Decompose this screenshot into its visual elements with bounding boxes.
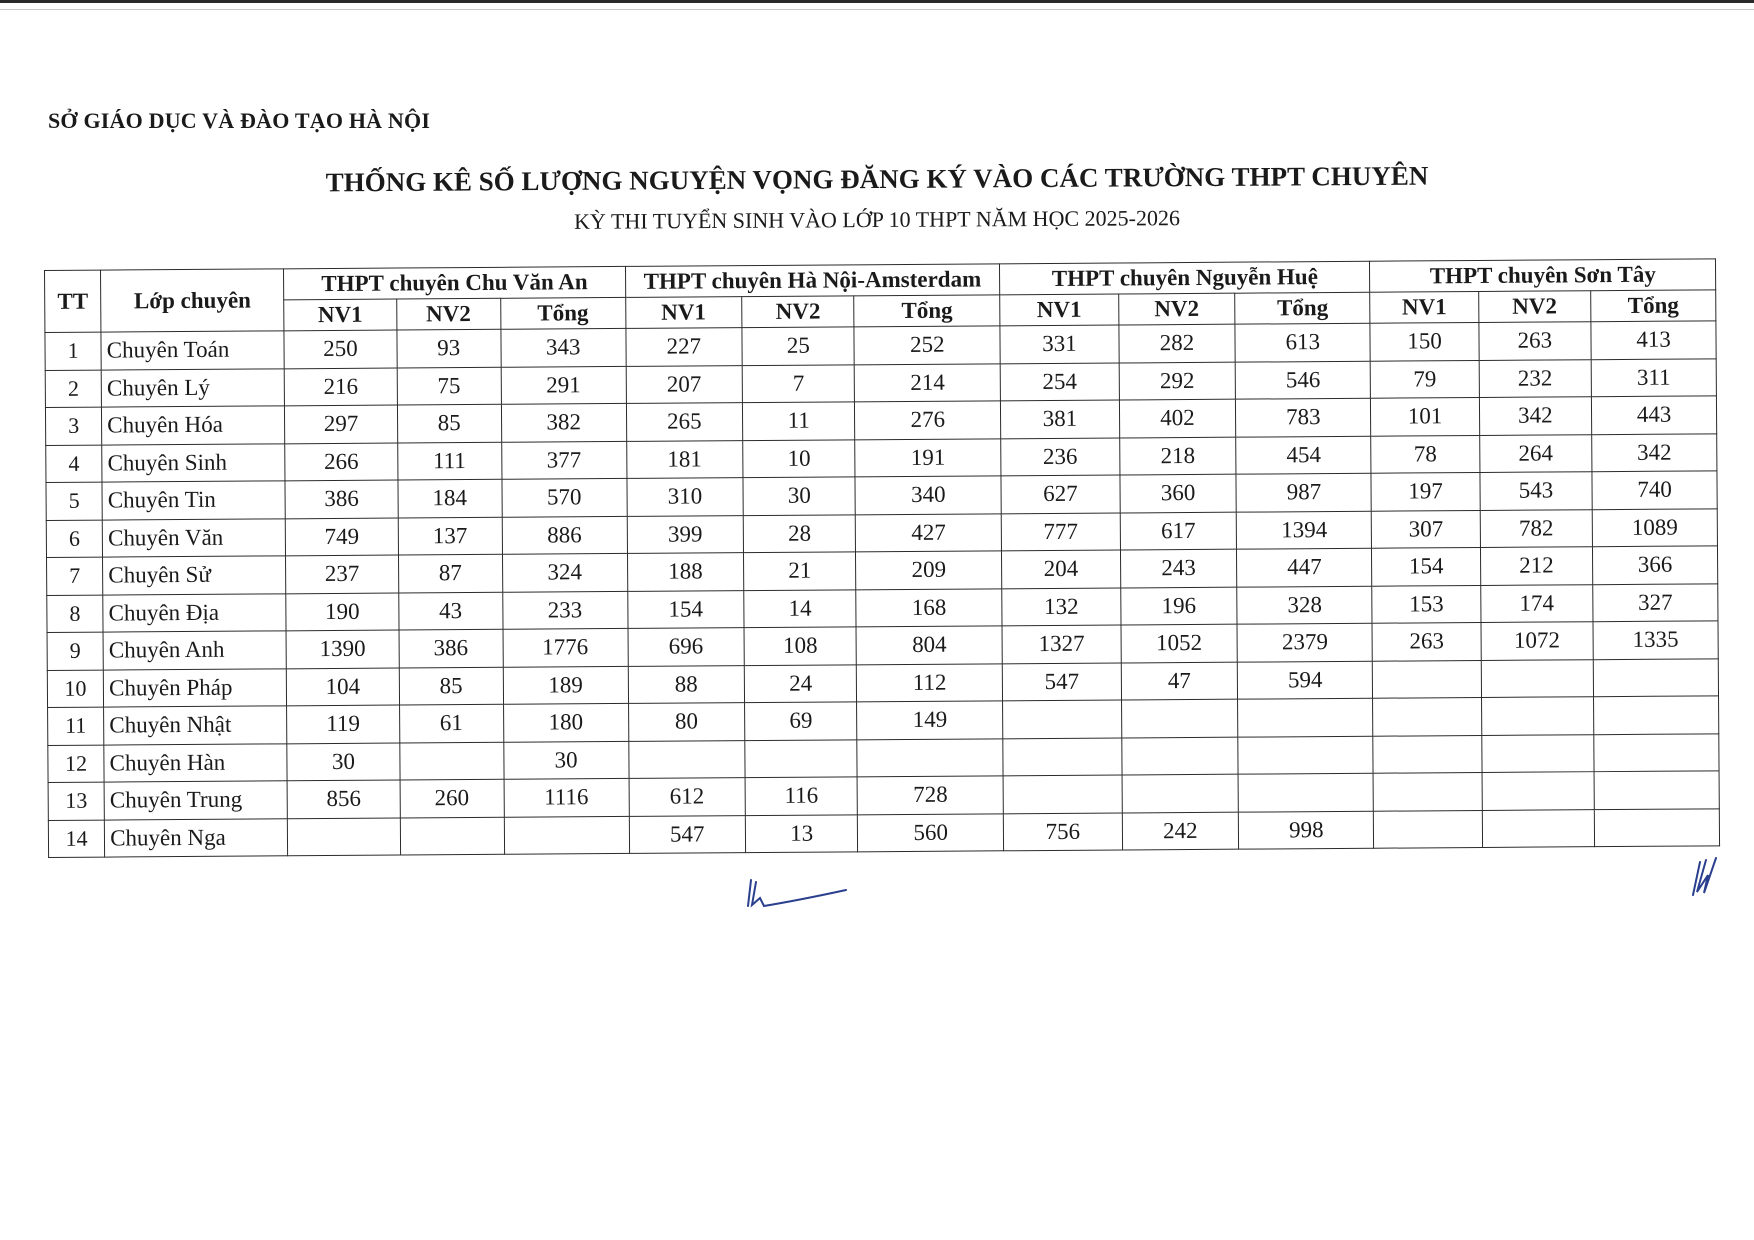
cell-nv2: 243 [1120, 549, 1237, 587]
cell-nv2 [1122, 774, 1239, 812]
cell-total [1593, 658, 1718, 696]
class-name: Chuyên Nga [105, 818, 288, 857]
cell-nv2: 184 [398, 479, 502, 517]
cell-total: 1089 [1592, 508, 1717, 546]
cell-nv1: 153 [1372, 585, 1480, 623]
cell-nv1: 265 [626, 403, 743, 441]
cell-nv2: 264 [1479, 434, 1592, 472]
cell-nv2 [1481, 659, 1594, 697]
cell-nv2: 75 [397, 367, 501, 405]
cell-nv2: 1072 [1481, 622, 1594, 660]
cell-nv1: 1327 [1002, 625, 1121, 663]
row-number: 9 [47, 632, 103, 670]
cell-nv2: 111 [397, 442, 501, 480]
cell-nv2: 174 [1480, 584, 1593, 622]
cell-nv2: 7 [742, 364, 855, 402]
cell-total: 343 [501, 328, 626, 366]
cell-nv2: 13 [745, 814, 858, 852]
cell-nv1: 331 [1000, 325, 1119, 363]
subheader-nv1: NV1 [1000, 294, 1119, 326]
cell-total: 189 [503, 666, 628, 704]
cell-total: 366 [1592, 546, 1717, 584]
cell-nv1 [288, 818, 401, 856]
class-name: Chuyên Hàn [104, 743, 287, 782]
cell-nv1 [1373, 735, 1481, 773]
cell-total: 112 [857, 663, 1003, 702]
cell-nv1: 627 [1001, 475, 1120, 513]
cell-nv2 [1481, 697, 1594, 735]
table-body [45, 321, 1720, 858]
cell-total: 377 [501, 441, 626, 479]
cell-total [1238, 698, 1374, 736]
cell-nv1: 856 [287, 780, 400, 818]
cell-total: 30 [503, 741, 628, 779]
cell-nv1: 181 [626, 440, 743, 478]
cell-nv2: 260 [400, 779, 504, 817]
school-header-nguyen-hue: THPT chuyên Nguyễn Huệ [1000, 261, 1371, 295]
subheader-nv1: NV1 [1370, 291, 1478, 323]
cell-total: 340 [855, 476, 1001, 515]
cell-nv2: 212 [1480, 547, 1593, 585]
cell-nv2: 386 [399, 629, 503, 667]
cell-nv1 [1374, 810, 1482, 848]
cell-total: 1776 [503, 628, 628, 666]
cell-nv1 [1003, 700, 1122, 738]
cell-nv1: 777 [1001, 512, 1120, 550]
cell-nv2: 242 [1122, 812, 1239, 850]
cell-total: 2379 [1237, 623, 1373, 661]
cell-total: 594 [1237, 661, 1373, 699]
cell-nv1: 104 [287, 668, 400, 706]
cell-nv2: 21 [744, 552, 857, 590]
class-name: Chuyên Trung [104, 781, 287, 820]
cell-nv2 [1481, 734, 1594, 772]
cell-nv1: 207 [626, 365, 743, 403]
cell-nv2 [1482, 772, 1595, 810]
subheader-nv1: NV1 [284, 299, 397, 331]
cell-nv1 [1373, 697, 1481, 735]
cell-nv2: 24 [744, 664, 857, 702]
cell-total: 570 [502, 478, 627, 516]
class-name: Chuyên Toán [101, 331, 284, 370]
row-number: 12 [48, 745, 104, 783]
statistics-table-container [44, 258, 1720, 858]
subheader-nv2: NV2 [1478, 291, 1591, 323]
class-name: Chuyên Tin [102, 481, 285, 520]
cell-nv1: 154 [627, 590, 744, 628]
cell-nv2: 232 [1479, 359, 1592, 397]
cell-nv1: 254 [1000, 362, 1119, 400]
cell-total [857, 738, 1003, 777]
cell-nv1: 250 [284, 330, 397, 368]
cell-total: 443 [1591, 396, 1716, 434]
cell-total: 886 [502, 516, 627, 554]
cell-nv2: 93 [397, 329, 501, 367]
cell-nv2 [1121, 737, 1238, 775]
cell-nv2: 543 [1480, 472, 1593, 510]
cell-nv2: 617 [1120, 512, 1237, 550]
cell-total [1594, 771, 1719, 809]
row-number: 3 [45, 407, 101, 445]
cell-nv2: 402 [1119, 399, 1236, 437]
cell-nv1 [628, 740, 745, 778]
school-header-ha-noi-amsterdam: THPT chuyên Hà Nội-Amsterdam [625, 264, 1000, 298]
cell-nv1: 190 [286, 593, 399, 631]
cell-nv2 [399, 742, 503, 780]
signature-mark-left [748, 880, 846, 906]
cell-total [1594, 733, 1719, 771]
cell-total: 447 [1237, 548, 1373, 586]
school-header-son-tay: THPT chuyên Sơn Tây [1370, 259, 1716, 292]
row-number: 13 [48, 782, 104, 820]
cell-nv1: 612 [629, 778, 746, 816]
subheader-total: Tổng [1591, 290, 1716, 322]
cell-total [1594, 696, 1719, 734]
agency-name: SỞ GIÁO DỤC VÀ ĐÀO TẠO HÀ NỘI [48, 108, 431, 133]
subheader-nv2: NV2 [396, 298, 500, 330]
col-header-class: Lớp chuyên [101, 269, 285, 332]
cell-nv1: 381 [1001, 400, 1120, 438]
cell-total: 1335 [1593, 621, 1718, 659]
cell-nv1: 696 [628, 628, 745, 666]
school-header-chu-van-an: THPT chuyên Chu Văn An [284, 266, 625, 299]
cell-nv1: 197 [1371, 472, 1479, 510]
cell-nv2: 85 [399, 667, 503, 705]
cell-total: 783 [1236, 398, 1372, 436]
cell-nv1: 78 [1371, 435, 1479, 473]
cell-total: 728 [857, 776, 1003, 815]
cell-nv1 [1373, 660, 1481, 698]
cell-nv1: 30 [287, 743, 400, 781]
cell-nv1: 154 [1372, 547, 1480, 585]
cell-nv2 [1482, 809, 1595, 847]
cell-total: 987 [1236, 473, 1372, 511]
cell-total: 180 [503, 703, 628, 741]
cell-total: 191 [855, 438, 1001, 477]
cell-nv2: 263 [1479, 322, 1592, 360]
cell-total: 276 [855, 401, 1001, 440]
cell-nv2: 11 [743, 402, 856, 440]
cell-total: 413 [1591, 321, 1716, 359]
cell-nv1: 88 [628, 665, 745, 703]
cell-nv1: 263 [1372, 622, 1480, 660]
cell-nv1: 216 [284, 368, 397, 406]
row-number: 10 [47, 670, 103, 708]
cell-nv2: 87 [398, 554, 502, 592]
cell-nv2: 196 [1120, 587, 1237, 625]
cell-total [1594, 808, 1719, 846]
cell-total: 998 [1239, 811, 1375, 849]
cell-nv2: 116 [745, 777, 858, 815]
class-name: Chuyên Nhật [104, 706, 287, 745]
cell-nv1: 386 [285, 480, 398, 518]
cell-nv2: 30 [743, 477, 856, 515]
cell-nv1: 119 [287, 705, 400, 743]
cell-nv1: 101 [1371, 397, 1479, 435]
cell-nv1: 297 [285, 405, 398, 443]
cell-nv1: 310 [627, 478, 744, 516]
class-name: Chuyên Sử [103, 556, 286, 595]
cell-nv1 [1003, 737, 1122, 775]
cell-total: 804 [856, 626, 1002, 665]
row-number: 8 [47, 595, 103, 633]
cell-total: 1394 [1236, 511, 1372, 549]
cell-total: 324 [502, 553, 627, 591]
signature-mark-right [1693, 858, 1716, 895]
class-name: Chuyên Anh [103, 631, 286, 670]
cell-nv2: 137 [398, 517, 502, 555]
cell-nv1: 756 [1003, 812, 1122, 850]
scan-edge [0, 0, 1754, 3]
cell-nv1 [1003, 775, 1122, 813]
cell-nv2: 282 [1119, 324, 1236, 362]
cell-total [504, 816, 629, 854]
cell-nv1: 547 [1002, 662, 1121, 700]
cell-nv2: 108 [744, 627, 857, 665]
cell-total: 546 [1235, 361, 1371, 399]
cell-nv2 [400, 817, 504, 855]
row-number: 1 [45, 332, 101, 370]
cell-total [1238, 736, 1374, 774]
cell-nv2: 1052 [1121, 624, 1238, 662]
cell-total: 1116 [504, 778, 629, 816]
cell-total: 427 [856, 513, 1002, 552]
cell-nv2: 47 [1121, 662, 1238, 700]
cell-nv2: 14 [744, 589, 857, 627]
row-number: 7 [47, 557, 103, 595]
row-number: 14 [48, 820, 104, 858]
cell-total: 168 [856, 588, 1002, 627]
col-header-tt: TT [45, 270, 102, 332]
cell-nv2 [745, 739, 858, 777]
cell-nv1: 80 [628, 703, 745, 741]
cell-nv2: 61 [399, 704, 503, 742]
cell-total: 311 [1591, 358, 1716, 396]
cell-total: 328 [1237, 586, 1373, 624]
cell-nv2: 25 [742, 327, 855, 365]
cell-total: 291 [501, 366, 626, 404]
cell-nv1: 307 [1372, 510, 1480, 548]
cell-nv1: 188 [627, 553, 744, 591]
cell-total: 233 [502, 591, 627, 629]
row-number: 6 [46, 520, 102, 558]
document-title: THỐNG KÊ SỐ LƯỢNG NGUYỆN VỌNG ĐĂNG KÝ VÀO CÁC TRƯỜNG THPT CHUYÊN [325, 160, 1429, 198]
class-name: Chuyên Hóa [102, 406, 285, 445]
cell-total: 382 [501, 403, 626, 441]
row-number: 11 [48, 707, 104, 745]
cell-total: 454 [1236, 436, 1372, 474]
cell-total [1238, 773, 1374, 811]
cell-nv2: 69 [745, 702, 858, 740]
cell-total: 209 [856, 551, 1002, 590]
cell-total: 740 [1592, 471, 1717, 509]
cell-nv1 [1373, 772, 1481, 810]
cell-nv1: 150 [1370, 322, 1478, 360]
cell-nv2: 292 [1119, 362, 1236, 400]
class-name: Chuyên Pháp [103, 668, 286, 707]
row-number: 2 [45, 370, 101, 408]
subheader-nv2: NV2 [1118, 293, 1235, 325]
scan-edge-line [0, 9, 1754, 10]
cell-total: 613 [1235, 323, 1371, 361]
subheader-nv2: NV2 [742, 296, 855, 328]
cell-nv2: 28 [743, 514, 856, 552]
cell-nv1: 236 [1001, 437, 1120, 475]
row-number: 4 [46, 445, 102, 483]
cell-nv1: 547 [629, 815, 746, 853]
cell-total: 214 [855, 363, 1001, 402]
statistics-table [44, 258, 1720, 858]
cell-total: 327 [1593, 583, 1718, 621]
cell-nv1: 1390 [286, 630, 399, 668]
cell-nv1: 204 [1002, 550, 1121, 588]
cell-nv2 [1121, 699, 1238, 737]
cell-nv1: 227 [625, 328, 742, 366]
cell-total: 560 [858, 813, 1004, 852]
subheader-total: Tổng [854, 295, 1000, 327]
class-name: Chuyên Lý [101, 368, 284, 407]
class-name: Chuyên Địa [103, 593, 286, 632]
cell-total: 252 [854, 326, 1000, 365]
cell-nv2: 10 [743, 439, 856, 477]
cell-total: 149 [857, 701, 1003, 740]
cell-nv2: 43 [398, 592, 502, 630]
cell-nv1: 132 [1002, 587, 1121, 625]
cell-nv2: 218 [1119, 437, 1236, 475]
cell-nv1: 79 [1371, 360, 1479, 398]
subheader-nv1: NV1 [625, 297, 742, 329]
subheader-total: Tổng [1235, 292, 1370, 324]
cell-nv1: 399 [627, 515, 744, 553]
cell-nv2: 360 [1120, 474, 1237, 512]
class-name: Chuyên Văn [102, 518, 285, 557]
cell-nv1: 237 [286, 555, 399, 593]
document-subtitle: KỲ THI TUYỂN SINH VÀO LỚP 10 THPT NĂM HỌC 2025-2026 [574, 205, 1180, 234]
cell-nv2: 342 [1479, 397, 1592, 435]
subheader-total: Tổng [500, 297, 625, 329]
cell-nv1: 266 [285, 443, 398, 481]
cell-nv2: 782 [1480, 509, 1593, 547]
row-number: 5 [46, 482, 102, 520]
class-name: Chuyên Sinh [102, 443, 285, 482]
cell-total: 342 [1592, 433, 1717, 471]
cell-nv2: 85 [397, 404, 501, 442]
cell-nv1: 749 [286, 518, 399, 556]
